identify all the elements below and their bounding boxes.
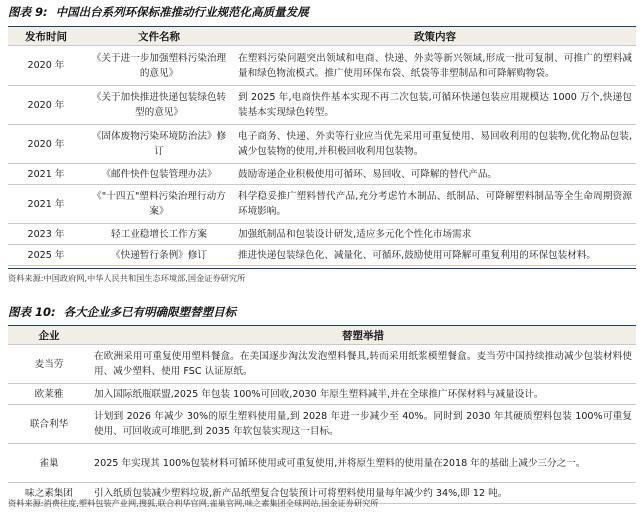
- policy-content: 在塑料污染问题突出领域和电商、快递、外卖等新兴领域,形成一批可复制、可推广的塑料减量和绿色物流模式。推广使用环保布袋、纸袋等非塑制品和可降解购物袋。: [234, 46, 636, 86]
- policy-year: 2023 年: [8, 224, 84, 245]
- company-measure: 计划到 2026 年减少 30%的原生塑料使用量,到 2028 年进一步减少至 40%。同时到 2030 年其硬质塑料包装 100%可重复使用、可回收或可堆肥,到 2035 年软包装实现这一目标。: [90, 405, 636, 444]
- table-row: [8, 384, 636, 405]
- company-name: 麦当劳: [8, 345, 90, 384]
- figure-10-label: 图表 10:: [8, 305, 56, 319]
- company-name: 味之素集团: [8, 483, 90, 504]
- policy-document: 《邮件快件包装管理办法》: [84, 164, 234, 185]
- policy-document: 轻工业稳增长工作方案: [84, 224, 234, 245]
- policy-content: 科学稳妥推广塑料替代产品,充分考虑竹木制品、纸制品、可降解塑料制品等全生命周期资源环境影响。: [234, 185, 636, 224]
- company-measure: 在欧洲采用可重复使用塑料餐盒。在美国逐步淘汰发泡塑料餐具,转而采用纸浆模塑餐盒。麦当劳中国持续推动减少包装材料使用、减少塑料、使用 FSC 认证原纸。: [90, 345, 636, 384]
- figure-9-label: 图表 9:: [8, 5, 48, 19]
- table-row: [8, 164, 636, 185]
- figure-10-title: [8, 304, 236, 320]
- policy-year: 2020 年: [8, 86, 84, 125]
- table-row: [8, 405, 636, 444]
- company-measure: 2025 年实现其 100%包装材料可循环使用或可重复使用,并将原生塑料的使用量在2018 年的基础上减少三分之一。: [90, 444, 636, 483]
- company-measure: 引入纸质包装减少塑料垃圾,新产品纸塑复合包装预计可将塑料使用量每年减少约 34%,即 12 吨。: [90, 483, 636, 504]
- company-name: 联合利华: [8, 405, 90, 444]
- figure-9-source: 资料来源:中国政府网,中华人民共和国生态环境部,国金证券研究所: [8, 273, 246, 283]
- header-content: 政策内容: [234, 27, 636, 46]
- policy-content: 到 2025 年,电商快件基本实现不再二次包装,可循环快递包装应用规模达 1000 万个,快递包装基本实现绿色转型。: [234, 86, 636, 125]
- figure-9-title: [8, 4, 309, 20]
- figure-10-source: 资料来源:消费往度,塑料包装产业网,搜狐,联合利华官网,雀巢官网,味之素集团全球网站,国金证券研究所: [8, 498, 379, 508]
- company-table-header: [8, 326, 636, 345]
- table-row: [8, 444, 636, 483]
- policy-document: 《关于进一步加强塑料污染治理的意见》: [84, 46, 234, 86]
- header-company: 企业: [8, 326, 90, 345]
- header-measures: 替塑举措: [90, 326, 636, 345]
- policy-content: 鼓励寄递企业积极使用可循环、易回收、可降解的替代产品。: [234, 164, 636, 185]
- table-row: [8, 185, 636, 224]
- table-row: [8, 245, 636, 266]
- table-row: [8, 345, 636, 384]
- policy-year: 2020 年: [8, 46, 84, 86]
- header-date: 发布时间: [8, 27, 84, 46]
- policy-year: 2021 年: [8, 185, 84, 224]
- table-row: [8, 224, 636, 245]
- company-table: [8, 326, 636, 504]
- policy-document: 《关于加快推进快递包装绿色转型的意见》: [84, 86, 234, 125]
- policy-content: 电子商务、快递、外卖等行业应当优先采用可重复使用、易回收利用的包装物,优化物品包装,减少包装物的使用,并积极回收利用包装物。: [234, 125, 636, 164]
- company-name: 欧莱雅: [8, 384, 90, 405]
- policy-year: 2021 年: [8, 164, 84, 185]
- policy-document: 《固体废物污染环境防治法》修订: [84, 125, 234, 164]
- figure-10-title-text: 各大企业多已有明确限塑替塑目标: [63, 305, 237, 319]
- figure-9-title-text: 中国出台系列环保标准推动行业规范化高质量发展: [55, 5, 309, 19]
- policy-content: 推进快递包装绿色化、减量化、可循环,鼓励使用可降解可重复利用的环保包装材料。: [234, 245, 636, 266]
- table-row: [8, 46, 636, 86]
- company-measure: 加入国际纸瓶联盟,2025 年包装 100%可回收,2030 年原生塑料减半,并在全球推广环保材料与减量设计。: [90, 384, 636, 405]
- header-document: 文件名称: [84, 27, 234, 46]
- policy-year: 2020 年: [8, 125, 84, 164]
- policy-content: 加强纸制品和包装设计研发,适应多元化个性化市场需求: [234, 224, 636, 245]
- policy-year: 2025 年: [8, 245, 84, 266]
- table-row: [8, 86, 636, 125]
- policy-table: [8, 27, 636, 266]
- table-row: [8, 125, 636, 164]
- policy-table-header: [8, 27, 636, 46]
- policy-document: 《"十四五"塑料污染治理行动方案》: [84, 185, 234, 224]
- figure-9-bottom-rule: [8, 268, 636, 269]
- policy-document: 《快递暂行条例》修订: [84, 245, 234, 266]
- company-name: 雀巢: [8, 444, 90, 483]
